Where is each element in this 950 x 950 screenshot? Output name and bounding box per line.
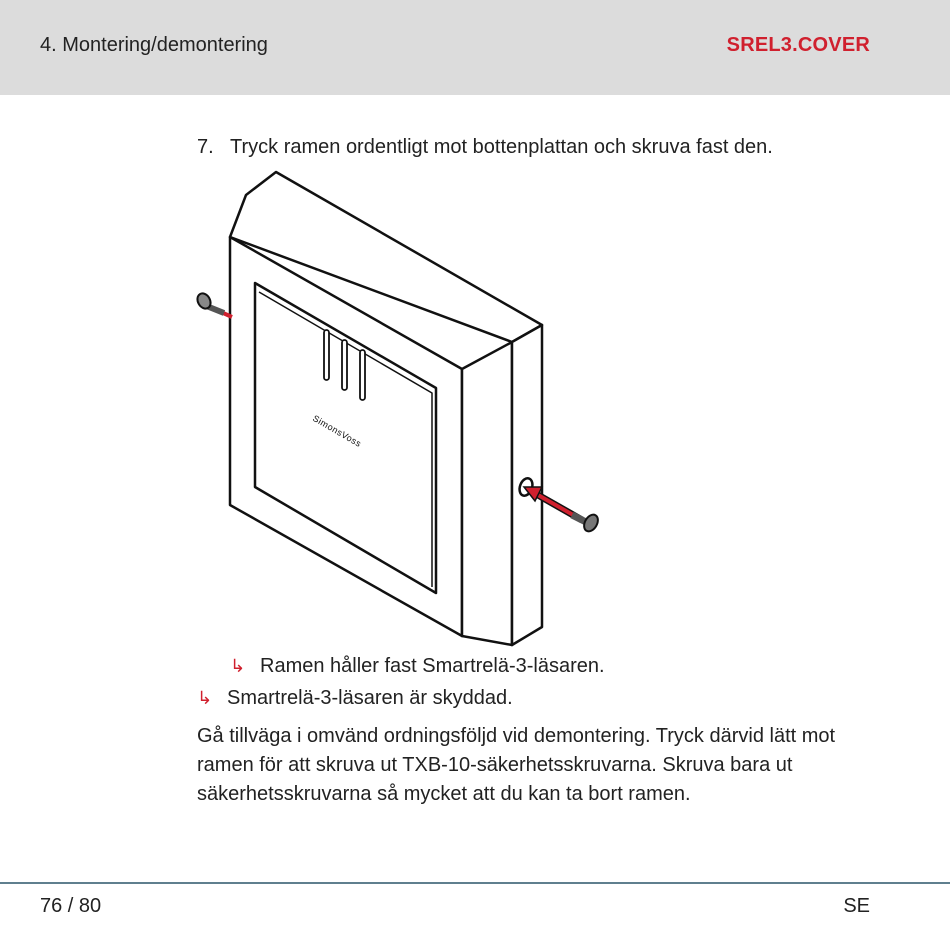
chapter-title: 4. Montering/demontering bbox=[40, 34, 268, 56]
result-line-1 bbox=[230, 655, 605, 678]
result-arrow-icon: ↳ bbox=[230, 656, 246, 676]
result-line-2 bbox=[197, 687, 513, 710]
footer-divider bbox=[0, 882, 950, 884]
frame-mounting-illustration bbox=[190, 165, 620, 650]
page-header bbox=[0, 0, 950, 95]
step-instruction bbox=[197, 136, 773, 159]
result-text: Ramen håller fast Smartrelä-3-läsaren. bbox=[260, 655, 605, 677]
demounting-paragraph: Gå tillväga i omvänd ordningsföljd vid demontering. Tryck därvid lätt mot ramen för att skruva ut TXB-10-säkerhetsskruvarna. Skruva bara ut säkerhetsskruvarna så mycket att du kan ta bort ramen. bbox=[197, 725, 836, 805]
screw-icon bbox=[195, 291, 232, 317]
step-number: 7. bbox=[197, 136, 214, 158]
screw-icon bbox=[572, 512, 601, 534]
step-text: Tryck ramen ordentligt mot bottenplattan och skruva fast den. bbox=[230, 136, 773, 158]
result-arrow-icon: ↳ bbox=[197, 688, 213, 708]
frame-chamfer-face bbox=[462, 342, 512, 645]
product-name: SREL3.COVER bbox=[726, 34, 870, 56]
simonsvoss-logo: SimonsVoss bbox=[311, 413, 364, 449]
result-text: Smartrelä-3-läsaren är skyddad. bbox=[227, 687, 513, 709]
page-number: 76 / 80 bbox=[40, 895, 102, 917]
language-code: SE bbox=[843, 895, 870, 917]
